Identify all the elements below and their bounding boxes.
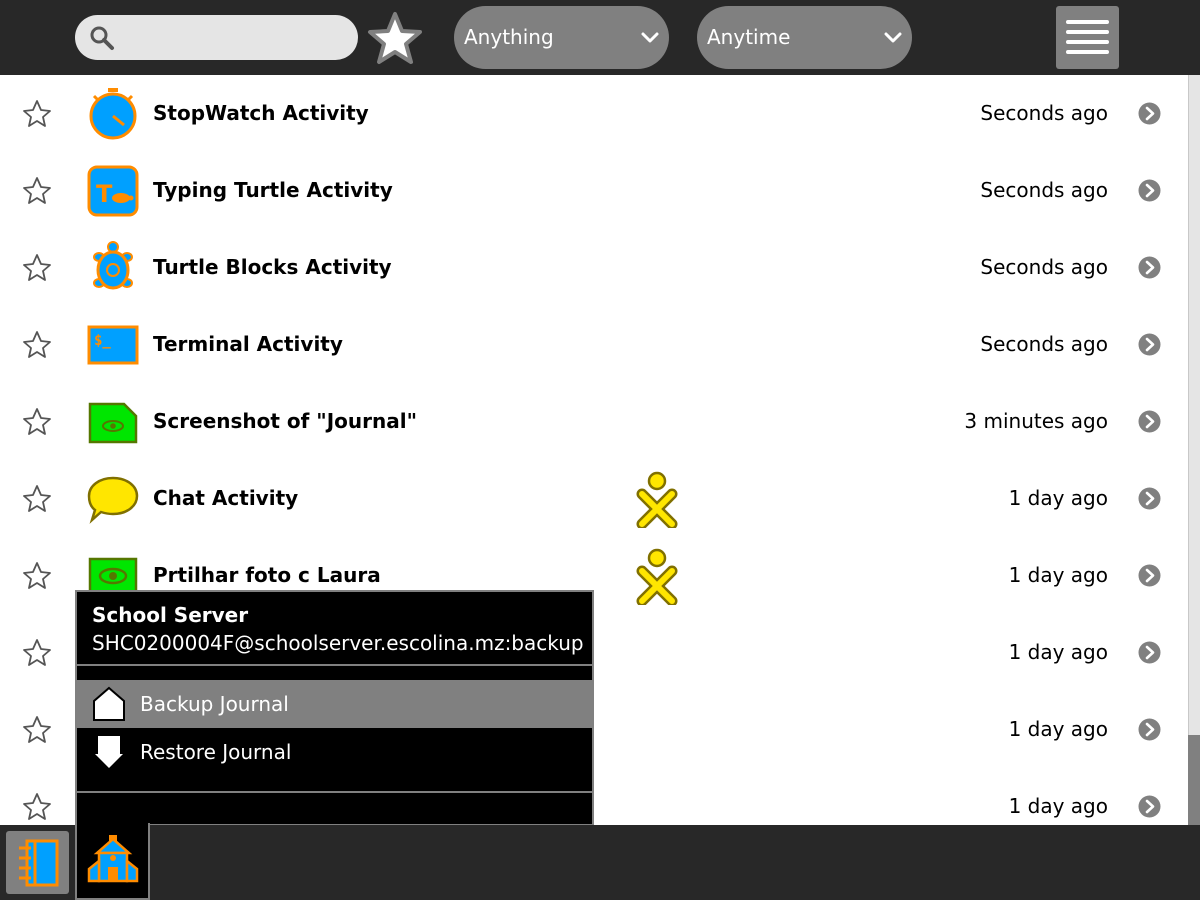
chevron-right-circle-icon[interactable] xyxy=(1138,641,1161,664)
journal-entry-row[interactable] xyxy=(0,229,1188,306)
search-box[interactable] xyxy=(75,15,358,60)
palette-divider xyxy=(77,791,592,793)
image-file-icon[interactable] xyxy=(86,395,140,449)
palette-subtitle: SHC0200004F@schoolserver.escolina.mz:backup xyxy=(92,631,584,655)
chevron-right-circle-icon[interactable] xyxy=(1138,333,1161,356)
star-outline-icon[interactable] xyxy=(22,484,52,514)
svg-text:T: T xyxy=(96,180,113,208)
star-outline-icon[interactable] xyxy=(22,330,52,360)
entry-time: 1 day ago xyxy=(1008,486,1108,510)
entry-title[interactable]: Prtilhar foto c Laura xyxy=(153,563,381,587)
journal-device-button[interactable] xyxy=(6,831,69,894)
buddy-xo-icon[interactable] xyxy=(634,470,680,528)
entry-title[interactable]: Typing Turtle Activity xyxy=(153,178,393,202)
entry-time: 3 minutes ago xyxy=(964,409,1108,433)
chevron-down-icon xyxy=(639,27,661,49)
what-filter-label: Anything xyxy=(464,25,554,49)
chevron-right-circle-icon[interactable] xyxy=(1138,718,1161,741)
star-outline-icon[interactable] xyxy=(22,792,52,822)
turtle-blocks-icon[interactable] xyxy=(86,241,140,295)
chevron-right-circle-icon[interactable] xyxy=(1138,795,1161,818)
palette-divider xyxy=(77,664,592,666)
scrollbar-track[interactable] xyxy=(1188,75,1200,735)
entry-time: 1 day ago xyxy=(1008,563,1108,587)
entry-time: Seconds ago xyxy=(980,332,1108,356)
star-outline-icon[interactable] xyxy=(22,638,52,668)
upload-arrow-icon xyxy=(92,686,126,722)
journal-entry-row[interactable] xyxy=(0,306,1188,383)
chat-bubble-icon[interactable] xyxy=(86,472,140,526)
favorites-filter-star-icon[interactable] xyxy=(366,10,424,66)
what-filter-dropdown[interactable] xyxy=(454,6,669,69)
chevron-right-circle-icon[interactable] xyxy=(1138,102,1161,125)
chevron-right-circle-icon[interactable] xyxy=(1138,487,1161,510)
hamburger-icon xyxy=(1064,18,1111,58)
entry-time: Seconds ago xyxy=(980,101,1108,125)
journal-entry-row[interactable] xyxy=(0,75,1188,152)
chevron-right-circle-icon[interactable] xyxy=(1138,256,1161,279)
search-input[interactable] xyxy=(123,21,345,54)
star-outline-icon[interactable] xyxy=(22,407,52,437)
backup-journal-menu-item[interactable] xyxy=(77,680,592,728)
entry-title[interactable]: Screenshot of "Journal" xyxy=(153,409,418,433)
entry-time: Seconds ago xyxy=(980,178,1108,202)
chevron-right-circle-icon[interactable] xyxy=(1138,179,1161,202)
menu-item-label: Restore Journal xyxy=(140,740,292,764)
restore-journal-menu-item[interactable] xyxy=(77,728,592,776)
chevron-down-icon xyxy=(882,27,904,49)
menu-button[interactable] xyxy=(1056,6,1119,69)
typing-turtle-icon[interactable] xyxy=(86,164,140,218)
menu-item-label: Backup Journal xyxy=(140,692,289,716)
palette-title: School Server xyxy=(92,603,249,627)
entry-time: 1 day ago xyxy=(1008,794,1108,818)
entry-title[interactable]: Chat Activity xyxy=(153,486,299,510)
journal-toolbar xyxy=(0,0,1200,75)
when-filter-dropdown[interactable] xyxy=(697,6,912,69)
entry-time: 1 day ago xyxy=(1008,717,1108,741)
journal-entry-row[interactable] xyxy=(0,152,1188,229)
journal-icon xyxy=(15,838,61,888)
svg-text:$_: $_ xyxy=(94,333,111,349)
when-filter-label: Anytime xyxy=(707,25,791,49)
entry-title[interactable]: Turtle Blocks Activity xyxy=(153,255,392,279)
scrollbar-thumb[interactable] xyxy=(1188,735,1200,825)
entry-title[interactable]: StopWatch Activity xyxy=(153,101,369,125)
star-outline-icon[interactable] xyxy=(22,176,52,206)
stopwatch-icon[interactable] xyxy=(86,87,140,141)
scrollbar[interactable] xyxy=(1188,75,1200,825)
entry-title[interactable]: Terminal Activity xyxy=(153,332,343,356)
school-server-palette xyxy=(75,590,594,826)
bottom-tray xyxy=(0,825,1200,900)
entry-time: 1 day ago xyxy=(1008,640,1108,664)
entry-time: Seconds ago xyxy=(980,255,1108,279)
school-server-icon xyxy=(87,833,139,887)
terminal-icon[interactable] xyxy=(86,318,140,372)
star-outline-icon[interactable] xyxy=(22,99,52,129)
star-outline-icon[interactable] xyxy=(22,715,52,745)
journal-entry-row[interactable] xyxy=(0,460,1188,537)
buddy-xo-icon[interactable] xyxy=(634,547,680,605)
chevron-right-circle-icon[interactable] xyxy=(1138,410,1161,433)
star-outline-icon[interactable] xyxy=(22,253,52,283)
search-icon xyxy=(89,25,115,51)
star-outline-icon[interactable] xyxy=(22,561,52,591)
download-arrow-icon xyxy=(92,734,126,770)
journal-entry-row[interactable] xyxy=(0,383,1188,460)
chevron-right-circle-icon[interactable] xyxy=(1138,564,1161,587)
school-server-button[interactable] xyxy=(75,823,150,900)
